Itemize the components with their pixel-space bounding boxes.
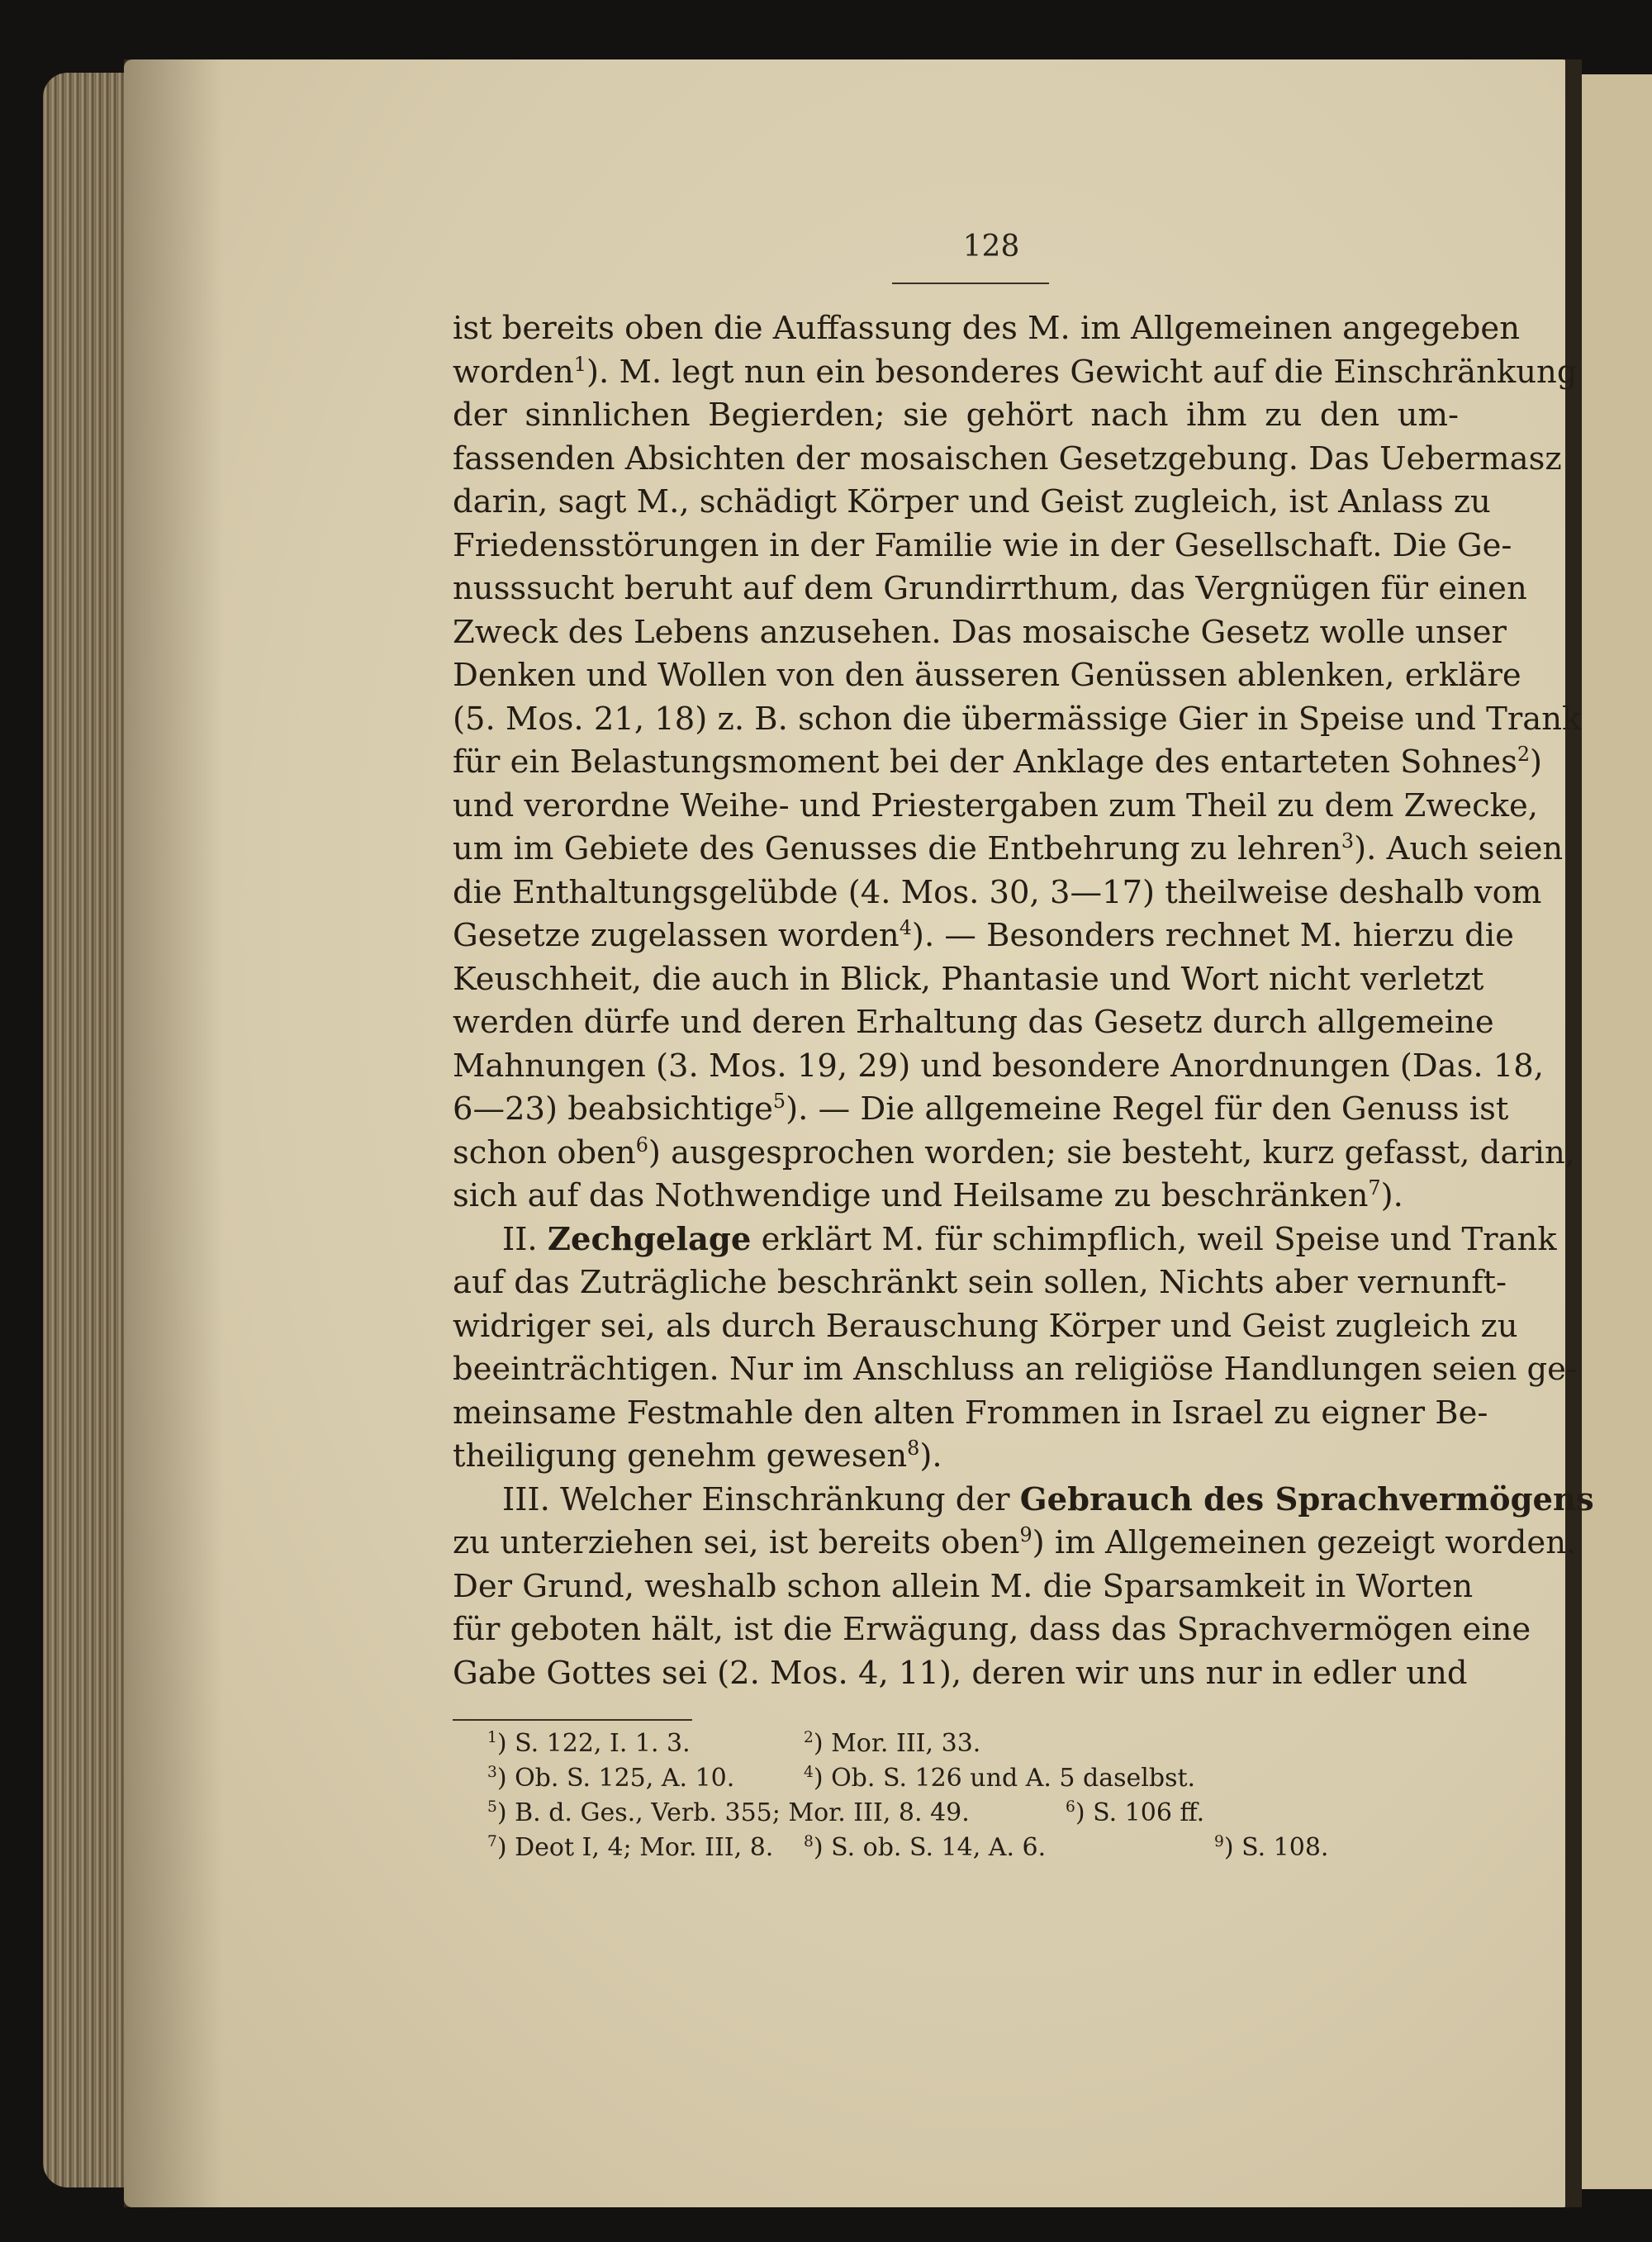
text-segment: Der Grund, weshalb schon allein M. die Sparsamkeit in Worten (453, 1567, 1474, 1605)
text-line (453, 1305, 1518, 1349)
footnote-text: ) S. 106 ff. (1075, 1798, 1205, 1827)
text-line (453, 481, 1491, 525)
text-line (453, 1392, 1488, 1436)
text-segment: ). (1380, 1177, 1403, 1214)
text-segment: 6—23) beabsichtige (453, 1090, 773, 1128)
text-segment: ). — Die allgemeine Regel für den Genuss ist (786, 1090, 1509, 1128)
footnote-ref: 1 (573, 352, 586, 376)
text-line (453, 785, 1539, 829)
footnote (487, 1764, 734, 1793)
text-line (453, 1045, 1545, 1089)
text-line (453, 1348, 1577, 1392)
text-line (453, 394, 1459, 438)
footnote-text: ) S. ob. S. 14, A. 6. (813, 1833, 1047, 1862)
text-line (453, 1565, 1474, 1609)
footnote-text: ) S. 108. (1223, 1833, 1329, 1862)
footnote-number: 6 (1066, 1798, 1075, 1816)
footnote (804, 1764, 1195, 1793)
footnote (1066, 1798, 1204, 1827)
text-line (453, 1479, 1594, 1522)
text-segment: sich auf das Nothwendige und Heilsame zu beschränken (453, 1177, 1369, 1214)
text-segment: III. Welcher Einschränkung der (502, 1480, 1020, 1518)
footnote-separator (453, 1719, 692, 1721)
body-text (453, 307, 1594, 1695)
footnote-number: 4 (804, 1764, 814, 1781)
text-segment: theiligung genehm gewesen (453, 1437, 908, 1475)
text-line (453, 438, 1562, 482)
text-line (453, 914, 1514, 958)
footnote-ref: 7 (1368, 1176, 1381, 1200)
text-segment: Zweck des Lebens anzusehen. Das mosaische Gesetz wolle unser (453, 613, 1507, 651)
text-line (453, 1522, 1577, 1565)
text-segment: widriger sei, als durch Berauschung Körper und Geist zugleich zu (453, 1307, 1518, 1345)
text-line (453, 1001, 1494, 1045)
text-line (453, 698, 1582, 742)
text-segment: ist bereits oben die Auffassung des M. im Allgemeinen angegeben (453, 310, 1520, 347)
footnote-number: 5 (487, 1798, 497, 1816)
text-segment: ). Auch seien (1354, 830, 1564, 867)
text-segment: nusssucht beruht auf dem Grundirrthum, das Vergnügen für einen (453, 570, 1527, 607)
footnote-ref: 5 (772, 1090, 786, 1114)
text-segment: fassenden Absichten der mosaischen Gesetzgebung. Das Uebermasz (453, 439, 1562, 477)
text-segment: meinsame Festmahle den alten Frommen in Israel zu eigner Be- (453, 1394, 1488, 1432)
text-segment: für geboten hält, ist die Erwägung, dass das Sprachvermögen eine (453, 1611, 1531, 1648)
footnote (487, 1798, 970, 1827)
footnote-text: ) Deot I, 4; Mor. III, 8. (496, 1833, 774, 1862)
text-line (453, 958, 1484, 1002)
text-segment: Keuschheit, die auch in Blick, Phantasie und Wort nicht verletzt (453, 960, 1484, 998)
text-line (453, 525, 1512, 568)
text-line (453, 611, 1507, 655)
section-heading: Zechgelage (547, 1220, 752, 1258)
text-segment: ). (919, 1437, 942, 1475)
text-segment: Gesetze zugelassen worden (453, 917, 900, 954)
text-segment: ). — Besonders rechnet M. hierzu die (911, 917, 1514, 954)
text-segment: ) ausgesprochen worden; sie besteht, kurz gefasst, darin, (648, 1133, 1576, 1171)
text-segment: erklärt M. für schimpflich, weil Speise und Trank (751, 1220, 1557, 1258)
footnote-ref: 9 (1019, 1523, 1032, 1547)
text-line (453, 1132, 1576, 1176)
footnote-ref: 8 (907, 1437, 920, 1461)
text-line (453, 568, 1527, 611)
text-line (453, 1218, 1557, 1262)
text-segment: (5. Mos. 21, 18) z. B. schon die übermässige Gier in Speise und Trank (453, 700, 1582, 738)
text-segment: die Enthaltungsgelübde (4. Mos. 30, 3—17) theilweise deshalb vom (453, 873, 1542, 911)
facing-page-edge (1578, 74, 1652, 2189)
text-segment: II. (502, 1220, 548, 1258)
text-line (453, 741, 1543, 785)
text-segment: um im Gebiete des Genusses die Entbehrung zu lehren (453, 830, 1341, 867)
footnote-text: ) Ob. S. 125, A. 10. (496, 1764, 735, 1793)
footnote-ref: 4 (899, 916, 912, 940)
footnote-number: 8 (804, 1833, 814, 1850)
text-segment: auf das Zuträgliche beschränkt sein sollen, Nichts aber vernunft- (453, 1264, 1507, 1301)
text-line (453, 351, 1578, 395)
footnote-number: 3 (487, 1764, 497, 1781)
text-segment: Gabe Gottes sei (2. Mos. 4, 11), deren wir uns nur in edler und (453, 1654, 1468, 1692)
text-segment: Mahnungen (3. Mos. 19, 29) und besondere Anordnungen (Das. 18, (453, 1047, 1545, 1085)
text-segment: werden dürfe und deren Erhaltung das Gesetz durch allgemeine (453, 1004, 1494, 1041)
text-line (453, 1652, 1468, 1696)
text-line (453, 1435, 1459, 1479)
text-segment: beeinträchtigen. Nur im Anschluss an religiöse Handlungen seien ge- (453, 1351, 1577, 1388)
text-segment: schon oben (453, 1133, 636, 1171)
footnote-text: ) Ob. S. 126 und A. 5 daselbst. (813, 1764, 1196, 1793)
text-segment: der sinnlichen Begierden; sie gehört nach ihm zu den um- (453, 397, 1459, 434)
text-segment: darin, sagt M., schädigt Körper und Geist zugleich, ist Anlass zu (453, 483, 1491, 520)
footnote-ref: 2 (1517, 743, 1531, 767)
text-line (453, 654, 1521, 698)
text-line (453, 1175, 1459, 1218)
text-line (453, 828, 1564, 872)
footnote (1214, 1833, 1328, 1862)
footnote-ref: 6 (635, 1133, 648, 1157)
text-line (453, 872, 1542, 915)
text-segment: zu unterziehen sei, ist bereits oben (453, 1524, 1020, 1561)
page-number-rule (892, 283, 1049, 284)
footnote-text: ) S. 122, I. 1. 3. (496, 1729, 691, 1758)
text-segment: ) (1530, 743, 1543, 781)
footnote (487, 1729, 691, 1758)
text-segment: ) im Allgemeinen gezeigt worden. (1032, 1524, 1577, 1561)
text-segment: für ein Belastungsmoment bei der Anklage des entarteten Sohnes (453, 743, 1517, 781)
text-segment: ). M. legt nun ein besonderes Gewicht auf die Einschränkung (586, 353, 1578, 391)
text-line (453, 1261, 1507, 1305)
section-heading: Gebrauch des Sprachvermögens (1019, 1480, 1594, 1518)
text-segment: Denken und Wollen von den äusseren Genüssen ablenken, erkläre (453, 657, 1521, 694)
text-line (453, 1608, 1531, 1652)
footnote (487, 1833, 773, 1862)
text-segment: und verordne Weihe- und Priestergaben zum Theil zu dem Zwecke, (453, 786, 1539, 824)
page-number: 128 (962, 230, 1020, 264)
footnote-text: ) Mor. III, 33. (813, 1729, 981, 1758)
footnote-text: ) B. d. Ges., Verb. 355; Mor. III, 8. 49. (496, 1798, 970, 1827)
text-line (453, 307, 1520, 351)
footnote-ref: 3 (1341, 829, 1355, 853)
text-segment: Friedensstörungen in der Familie wie in der Gesellschaft. Die Ge- (453, 526, 1512, 564)
footnote-number: 1 (487, 1729, 497, 1746)
footnote-number: 7 (487, 1833, 497, 1850)
footnote-number: 9 (1214, 1833, 1224, 1850)
footnote-number: 2 (804, 1729, 814, 1746)
footnote (804, 1729, 980, 1758)
text-line (453, 1088, 1509, 1132)
footnote (804, 1833, 1046, 1862)
text-segment: worden (453, 353, 574, 391)
